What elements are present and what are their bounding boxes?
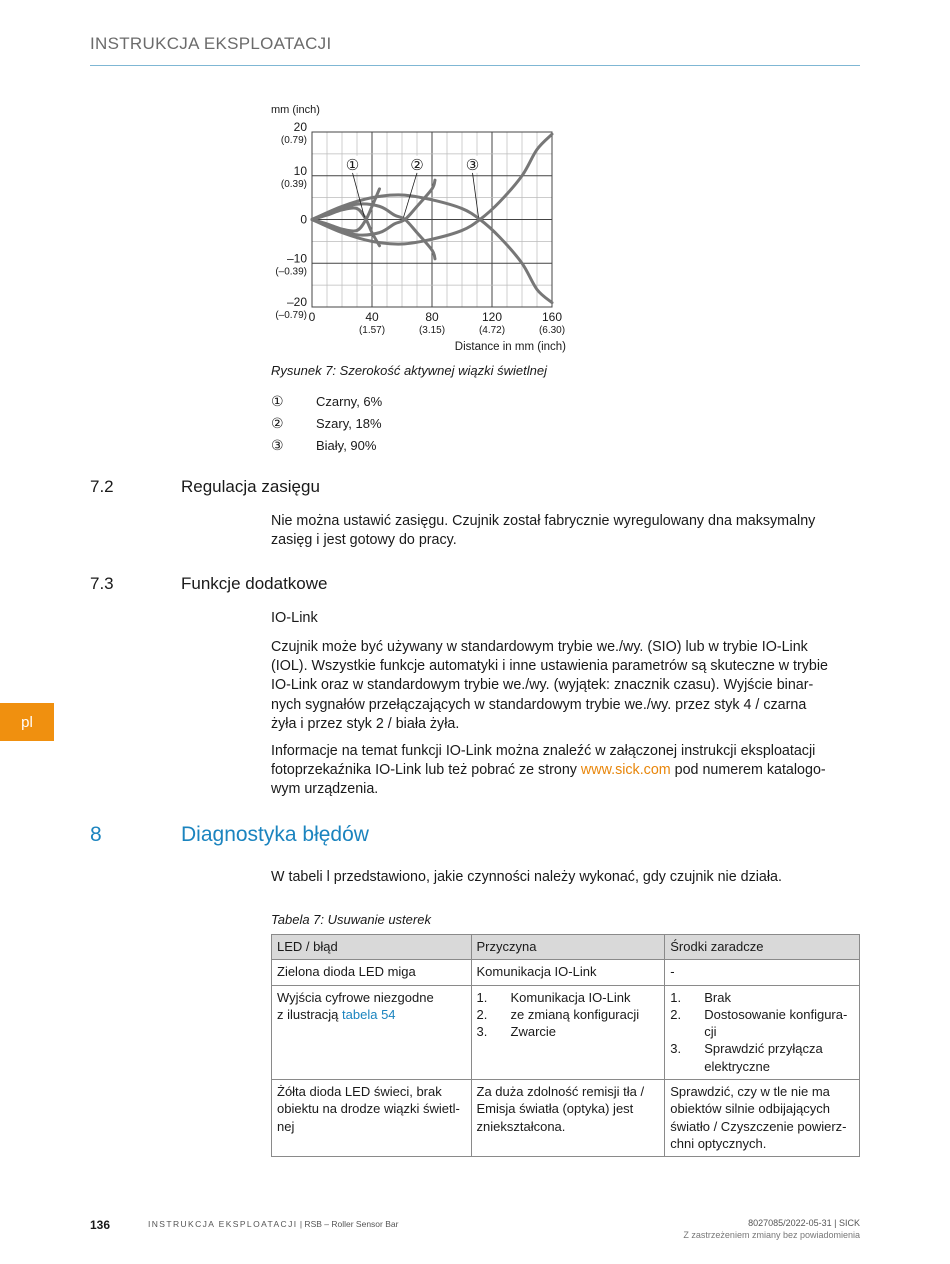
figure-caption: Rysunek 7: Szerokość aktywnej wiązki świetlnej	[271, 363, 547, 378]
section-number: 7.2	[90, 477, 114, 496]
header-rule	[90, 65, 860, 66]
legend-symbol: ②	[271, 414, 284, 431]
list-text: Zwarcie	[510, 1024, 557, 1040]
chart-x-tick-sublabel: (4.72)	[478, 325, 506, 336]
list-number: 3.	[670, 1041, 682, 1057]
list-item	[477, 989, 660, 1006]
cell-line: Żółta dioda LED świeci, brak	[277, 1084, 442, 1100]
chart-y-tick-label: –20	[286, 295, 307, 309]
list-item	[477, 1023, 660, 1040]
cell-line: Za duża zdolność remisji tła /	[476, 1084, 645, 1100]
legend-symbol: ①	[271, 392, 284, 409]
cell-line: obiektów silnie odbijających	[670, 1101, 830, 1117]
section-7-2-paragraph	[271, 512, 861, 550]
table-cell: Komunikacja IO-Link	[471, 960, 665, 985]
legend-item	[271, 434, 382, 456]
list-number: 1.	[670, 989, 682, 1005]
chart-x-tick-label: 0	[308, 310, 316, 324]
chart-y-axis-label: mm (inch)	[271, 104, 320, 116]
section-title: Funkcje dodatkowe	[181, 574, 328, 593]
list-text: Brak	[704, 989, 731, 1005]
text-line: nych sygnałów przełączających w standardowym trybie we./wy. przez styk 4 / czarna	[271, 696, 807, 713]
chart-y-tick-sublabel: (0.39)	[280, 178, 307, 190]
chart-y-tick-label: –10	[286, 251, 307, 266]
table-54-link[interactable]: tabela 54	[342, 1006, 396, 1022]
list-number: 1.	[476, 989, 488, 1005]
cell-line: chni optycznych.	[670, 1135, 767, 1151]
list-text: Dostosowanie konfigura-	[704, 1006, 848, 1022]
legend-symbol: ③	[271, 436, 284, 453]
chart-y-tick-sublabel: (–0.79)	[275, 310, 307, 321]
list-number: 3.	[476, 1024, 488, 1040]
fault-table	[271, 934, 860, 1157]
table-cell	[471, 985, 665, 1079]
list-text: Komunikacja IO-Link	[510, 989, 631, 1005]
chart-y-tick-label: 20	[293, 120, 307, 134]
subsection-title: IO-Link	[271, 610, 318, 626]
chart-x-tick-sublabel: (6.30)	[538, 325, 566, 336]
chart-y-tick-label: 0	[300, 212, 307, 227]
list-number: 2.	[670, 1006, 682, 1022]
table-cell	[471, 1080, 665, 1157]
text-line: (IOL). Wszystkie funkcje automatyki i inne ustawienia parametrów są skuteczne w trybie	[271, 658, 828, 675]
cell-line: zniekształcona.	[476, 1118, 566, 1134]
text-line: Informacje na temat funkcji IO-Link można znaleźć w załączonej instrukcji eksploatacji	[271, 743, 816, 759]
footer-product: | RSB – Roller Sensor Bar	[297, 1219, 399, 1229]
cell-line: nej	[277, 1118, 295, 1134]
chart-y-tick-sublabel: (0.79)	[280, 135, 307, 146]
io-link-paragraph-2	[271, 742, 861, 800]
chart-x-tick-label: 40	[365, 310, 379, 324]
cell-line: światło / Czyszczenie powierz-	[670, 1118, 847, 1134]
table-cell	[665, 985, 860, 1079]
footer-doc-code: 8027085/2022-05-31 | SICK	[748, 1218, 860, 1228]
chart-callout-label: ③	[465, 155, 480, 174]
list-item	[670, 1040, 854, 1075]
table-cell	[272, 1080, 472, 1157]
table-header-cell: Środki zaradcze	[665, 935, 860, 960]
legend-item	[271, 390, 382, 412]
table-cell	[665, 1080, 860, 1157]
legend-text: Biały, 90%	[316, 437, 377, 453]
cell-line: Emisja światła (optyka) jest	[476, 1101, 634, 1117]
text-line	[271, 761, 861, 780]
table-row	[272, 960, 860, 985]
list-text: Sprawdzić przyłącza	[704, 1041, 823, 1057]
chart-callout-label: ②	[410, 155, 424, 174]
language-tab[interactable]: pl	[0, 703, 54, 741]
list-number: 2.	[476, 1006, 488, 1022]
text-span: z ilustracją	[277, 1006, 343, 1022]
footer-notice: Z zastrzeżeniem zmiany bez powiadomienia	[683, 1230, 860, 1240]
legend-item	[271, 412, 382, 434]
table-caption: Tabela 7: Usuwanie usterek	[271, 912, 431, 927]
table-cell: -	[665, 960, 860, 985]
table-header-cell: Przyczyna	[471, 935, 665, 960]
text-line: zasięg i jest gotowy do pracy.	[271, 532, 457, 549]
list-item	[670, 1006, 854, 1041]
chart-y-tick-label: 10	[293, 163, 307, 178]
chart-y-tick-sublabel: (–0.39)	[275, 266, 307, 278]
section-number: 7.3	[90, 574, 114, 593]
chart-x-tick-label: 80	[425, 310, 439, 324]
cell-line	[277, 1006, 466, 1023]
chart-svg	[266, 100, 586, 360]
text-span: fotoprzekaźnika IO-Link lub też pobrać ze strony	[271, 762, 581, 779]
list-item	[670, 989, 854, 1006]
legend-text: Szary, 18%	[316, 415, 382, 431]
figure-legend	[271, 390, 382, 456]
text-line: IO-Link oraz w standardowym trybie we./wy. (wyjątek: znacznik czasu). Wyjście binar-	[271, 677, 814, 694]
list-text: cji	[704, 1024, 717, 1040]
table-cell	[272, 985, 472, 1079]
text-line: Czujnik może być używany w standardowym trybie we./wy. (SIO) lub w trybie IO-Link	[271, 639, 808, 655]
io-link-paragraph-1	[271, 638, 861, 734]
table-row	[272, 1080, 860, 1157]
section-title: Regulacja zasięgu	[181, 477, 320, 496]
legend-text: Czarny, 6%	[316, 393, 383, 409]
text-line: Nie można ustawić zasięgu. Czujnik został fabrycznie wyregulowany dna maksymalny	[271, 513, 816, 529]
chart-callout-label: ①	[345, 155, 360, 174]
chapter-title: Diagnostyka błędów	[181, 823, 369, 846]
beam-width-chart	[266, 100, 586, 360]
chart-x-axis-label: Distance in mm (inch)	[454, 341, 566, 353]
cell-line: obiektu na drodze wiązki świetl-	[277, 1101, 460, 1117]
chapter-intro: W tabeli l przedstawiono, jakie czynności należy wykonać, gdy czujnik nie działa.	[271, 869, 782, 885]
footer-doc-name: INSTRUKCJA EKSPLOATACJI	[148, 1219, 298, 1229]
text-span: pod numerem katalogo-	[670, 762, 826, 779]
chart-callout-leader	[473, 173, 479, 218]
list-text: elektryczne	[704, 1058, 770, 1074]
chart-x-tick-label: 160	[541, 310, 563, 324]
page-number: 136	[90, 1218, 111, 1232]
list-item	[477, 1006, 660, 1023]
list-text: ze zmianą konfiguracji	[510, 1006, 640, 1022]
chart-x-tick-label: 120	[481, 310, 503, 324]
header-title: INSTRUKCJA EKSPLOATACJI	[90, 34, 332, 53]
table-header-cell: LED / błąd	[272, 935, 472, 960]
cell-line: Wyjścia cyfrowe niezgodne	[277, 989, 434, 1005]
text-line: żyła i przez styk 2 / biała żyła.	[271, 715, 460, 732]
cell-line: Sprawdzić, czy w tle nie ma	[670, 1084, 830, 1100]
table-header-row	[272, 935, 860, 960]
chart-x-tick-sublabel: (1.57)	[358, 325, 386, 336]
footer-doc-title	[148, 1219, 398, 1229]
table-row	[272, 985, 860, 1079]
sick-website-link[interactable]: www.sick.com	[580, 762, 671, 779]
text-line: wym urządzenia.	[271, 781, 379, 798]
chart-x-tick-sublabel: (3.15)	[418, 325, 446, 336]
chapter-number: 8	[90, 823, 102, 846]
table-cell: Zielona dioda LED miga	[272, 960, 472, 985]
